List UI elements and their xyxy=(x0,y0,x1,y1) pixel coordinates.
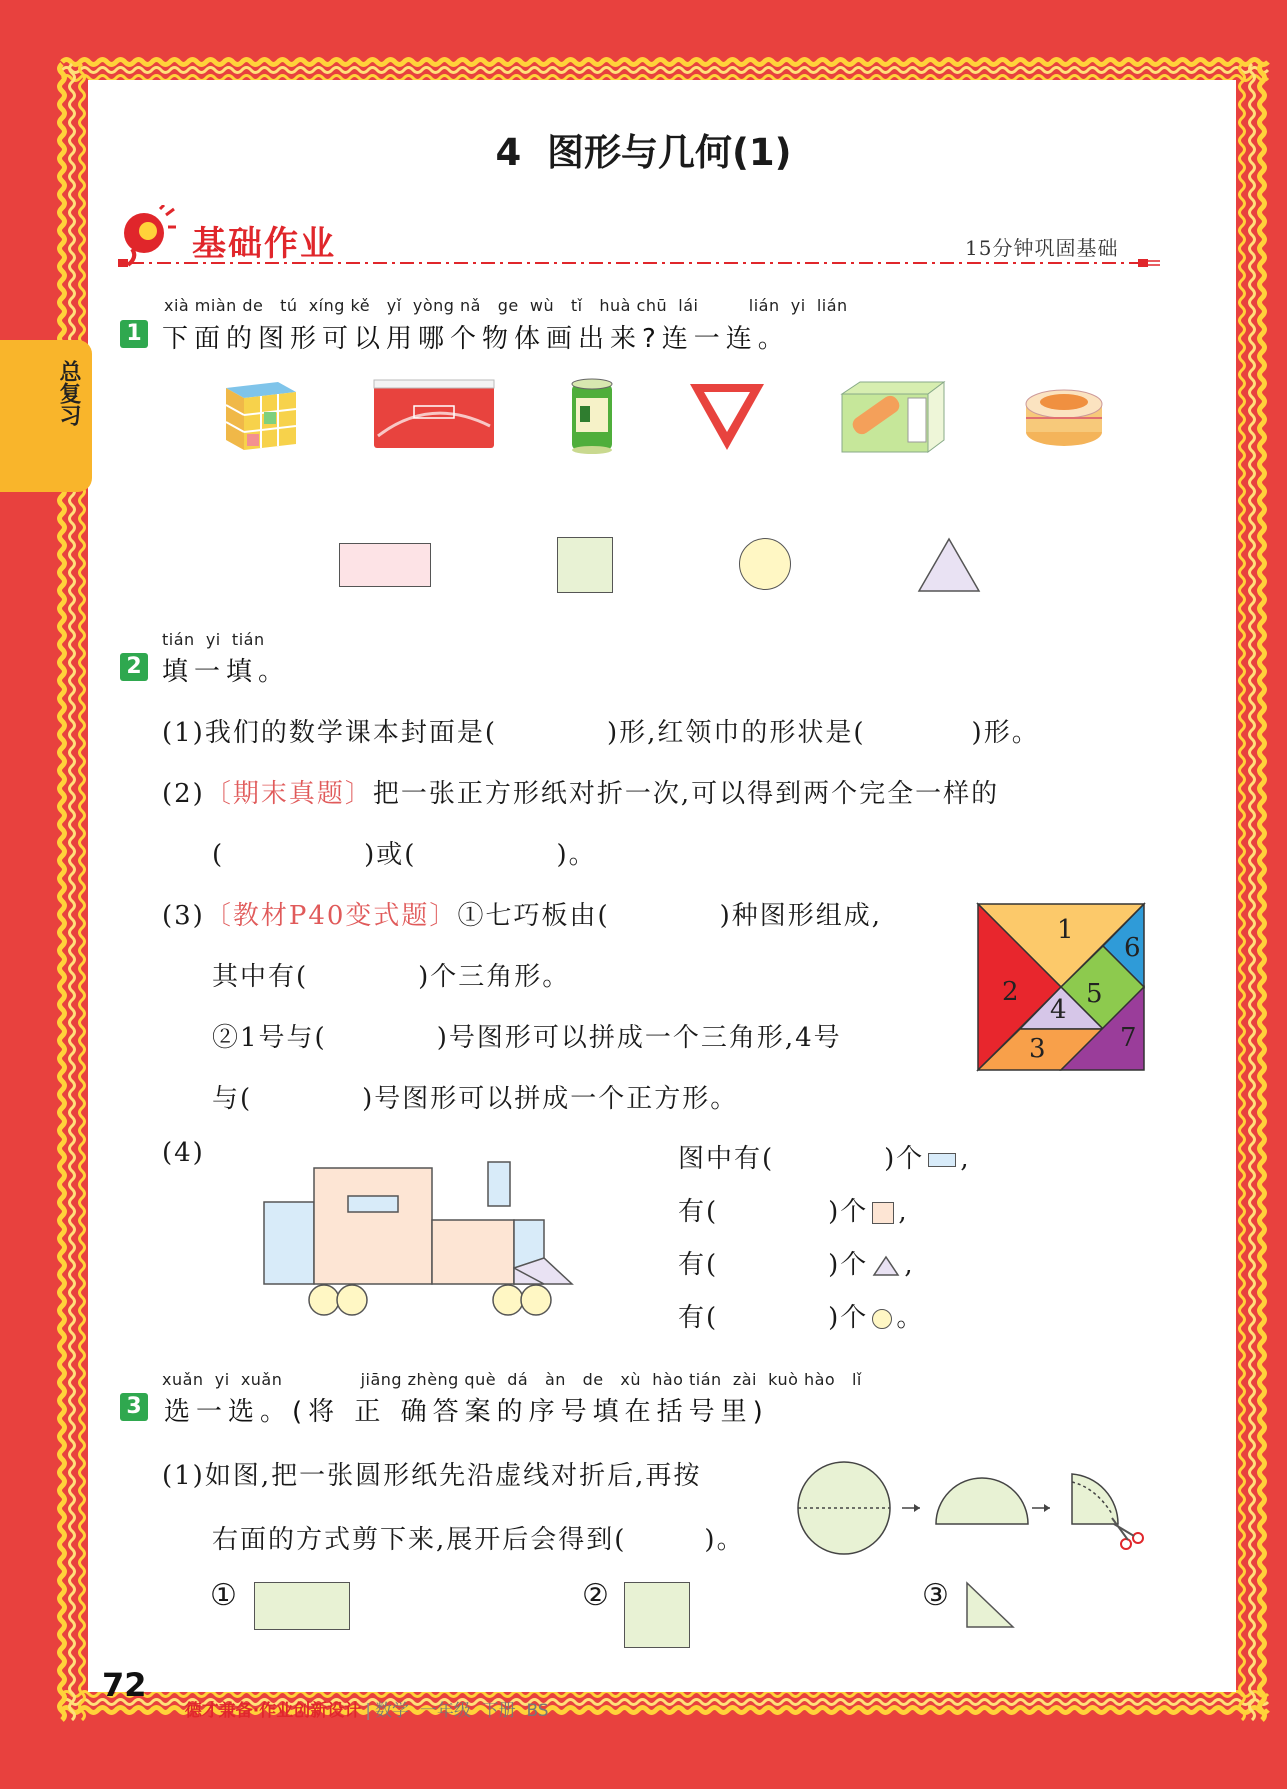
square-shape[interactable] xyxy=(557,537,613,593)
side-tab-label: 总复习 xyxy=(56,360,81,426)
q3-p1: (1)如图,把一张圆形纸先沿虚线对折后,再按 xyxy=(162,1461,702,1491)
section-title: 基础作业 xyxy=(192,224,336,264)
tangram-figure xyxy=(976,902,1146,1074)
wave-line xyxy=(1260,64,1265,1720)
textbook-tag: 〔教材P40变式题〕 xyxy=(204,901,458,931)
q2-text: 填一填。 xyxy=(162,657,291,687)
exam-tag: 〔期末真题〕 xyxy=(204,779,373,809)
rectangle-shape[interactable] xyxy=(339,543,431,587)
square-icon xyxy=(872,1202,894,1224)
q2-badge: 2 xyxy=(120,653,148,681)
wave-line xyxy=(70,64,75,1720)
section-divider xyxy=(118,256,1160,270)
q2-pinyin: tián yi tián xyxy=(162,630,265,649)
footer-text: 德才兼备·作业创新设计 | 数学 一年级 下册 BS xyxy=(184,1701,549,1721)
side-tab xyxy=(0,340,92,492)
q1-text: 下面的图形可以用哪个物体画出来?连一连。 xyxy=(162,324,790,354)
q2-p2-cont: ( )或( )。 xyxy=(212,840,597,870)
q2-p3-line3: ②1号与( )号图形可以拼成一个三角形,4号 xyxy=(212,1023,842,1053)
tangram-label-7: 7 xyxy=(1120,1023,1137,1053)
tangram-label-3: 3 xyxy=(1029,1034,1046,1064)
circle-shape[interactable] xyxy=(739,538,791,590)
q2-p4-row4: 有( )个 。 xyxy=(678,1303,925,1333)
option-1-rectangle xyxy=(254,1582,350,1630)
wave-line xyxy=(1250,64,1255,1720)
wave-line xyxy=(60,64,65,1720)
can-icon[interactable] xyxy=(566,376,618,456)
option-3[interactable]: ③ xyxy=(922,1578,951,1613)
tangram-label-4: 4 xyxy=(1050,995,1067,1025)
triangle-shape[interactable] xyxy=(916,536,982,594)
option-2-square xyxy=(624,1582,690,1648)
q1-pinyin: xià miàn de tú xíng kě yǐ yòng nǎ ge wù tǐ huà chū lái lián yi lián xyxy=(164,296,848,315)
page-number: 72 xyxy=(102,1666,147,1704)
tissue-box-icon[interactable] xyxy=(370,376,498,454)
circle-icon xyxy=(872,1309,892,1329)
wave-line xyxy=(62,60,1268,65)
footer-subject: 数学 一年级 下册 BS xyxy=(375,1701,549,1721)
drink-box-icon[interactable] xyxy=(838,378,950,456)
option-2[interactable]: ② xyxy=(582,1578,611,1613)
fold-cut-diagram xyxy=(796,1452,1152,1564)
option-1[interactable]: ① xyxy=(210,1578,239,1613)
tangram-label-1: 1 xyxy=(1057,915,1074,945)
q3-text: 选一选。(将 正 确答案的序号填在括号里) xyxy=(164,1397,769,1427)
tangram-label-5: 5 xyxy=(1086,979,1103,1009)
q2-p4-row3: 有( )个 , xyxy=(678,1250,915,1280)
q2-p4-row1: 图中有( )个 , xyxy=(678,1144,971,1174)
page-title: 4 图形与几何(1) xyxy=(495,131,792,174)
wave-line xyxy=(80,64,85,1720)
triangle-icon xyxy=(872,1255,900,1277)
rubiks-cube-icon[interactable] xyxy=(220,374,302,454)
q3-p1-cont: 右面的方式剪下来,展开后会得到( )。 xyxy=(212,1525,745,1555)
wave-line xyxy=(62,68,1268,73)
section-subtitle: 15分钟巩固基础 xyxy=(965,236,1119,260)
tangram-label-2: 2 xyxy=(1002,977,1019,1007)
q2-p3: (3)〔教材P40变式题〕①七巧板由( )种图形组成, xyxy=(162,901,883,931)
q2-p2: (2)〔期末真题〕把一张正方形纸对折一次,可以得到两个完全一样的 xyxy=(162,779,1000,809)
q3-badge: 3 xyxy=(120,1393,148,1421)
tangram-label-6: 6 xyxy=(1124,933,1141,963)
wave-line xyxy=(1240,64,1245,1720)
cake-box-icon[interactable] xyxy=(1022,378,1106,454)
q2-p4-label: (4) xyxy=(162,1138,205,1168)
option-3-quarter-circle xyxy=(964,1580,1016,1630)
q2-p3-line2: 其中有( )个三角形。 xyxy=(212,962,571,992)
q3-pinyin: xuǎn yi xuǎn jiāng zhèng què dá àn de xù hào tián zài kuò hào lǐ xyxy=(162,1370,862,1389)
rectangle-icon xyxy=(928,1153,956,1167)
footer-brand: 德才兼备·作业创新设计 xyxy=(184,1701,362,1721)
q1-badge: 1 xyxy=(120,320,148,348)
q2-p1: (1)我们的数学课本封面是( )形,红领巾的形状是( )形。 xyxy=(162,718,1040,748)
train-figure xyxy=(262,1158,574,1318)
q2-p4-row2: 有( )个 , xyxy=(678,1197,909,1227)
q2-p3-line4: 与( )号图形可以拼成一个正方形。 xyxy=(212,1084,739,1114)
yield-sign-icon[interactable] xyxy=(686,380,768,454)
